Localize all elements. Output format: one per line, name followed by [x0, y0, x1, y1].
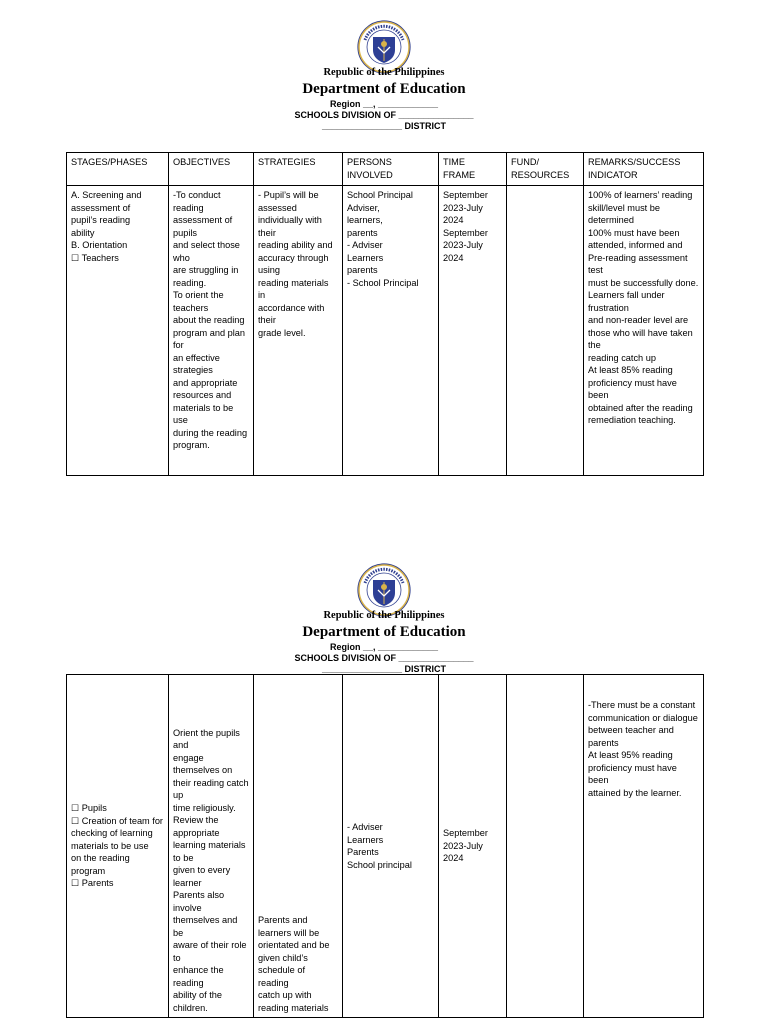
- header-time: TIME FRAME: [439, 153, 507, 186]
- plan-table-page2: [66, 674, 704, 1018]
- cell-stages: A. Screening and assessment of pupil’s reading ability B. Orientation ☐ Teachers: [67, 186, 169, 476]
- table-row: [67, 675, 704, 1018]
- header-fund: FUND/ RESOURCES: [507, 153, 584, 186]
- cell-persons: School Principal Adviser, learners, parents - Adviser Learners parents - School Principal: [343, 186, 439, 476]
- deped-seal: [357, 563, 411, 617]
- cell-time: September 2023-July 2024 September 2023-July 2024: [439, 186, 507, 476]
- header-strategies: STRATEGIES: [254, 153, 343, 186]
- header-stages: STAGES/PHASES: [67, 153, 169, 186]
- cell-remarks: 100% of learners’ reading skill/level must be determined 100% must have been attended, informed and Pre-reading assessment test must be successfully done. Learners fall under frustration and non-reader level are those who will have taken the reading catch up At least 85% reading proficiency must have been obtained after the reading remediation teaching.: [584, 186, 704, 476]
- header-remarks: REMARKS/SUCCESS INDICATOR: [584, 153, 704, 186]
- deped-seal: [357, 20, 411, 74]
- region-line: Region __, ____________: [329, 642, 439, 652]
- cell-strategies: - Pupil’s will be assessed individually with their reading ability and accuracy through using reading materials in accordance with their grade level.: [254, 186, 343, 476]
- cell-strategies: Parents and learners will be orientated and be given child’s schedule of reading catch up with reading materials: [254, 675, 343, 1018]
- header-objectives: OBJECTIVES: [169, 153, 254, 186]
- division-line: SCHOOLS DIVISION OF _______________: [294, 653, 474, 663]
- cell-stages: ☐ Pupils ☐ Creation of team for checking of learning materials to be use on the reading program ☐ Parents: [67, 675, 169, 1018]
- department-title: Department of Education: [302, 624, 466, 640]
- plan-table-page1: [66, 152, 704, 476]
- table-header-row: [67, 153, 704, 186]
- cell-fund: [507, 675, 584, 1018]
- region-line: Region __, ____________: [329, 99, 439, 109]
- district-line: ________________ DISTRICT: [321, 664, 447, 674]
- cell-time: September 2023-July 2024: [439, 675, 507, 1018]
- district-line: ________________ DISTRICT: [321, 121, 447, 131]
- department-title: Department of Education: [302, 81, 466, 97]
- cell-objectives: Orient the pupils and engage themselves on their reading catch up time religiously. Review the appropriate learning materials to be given to every learner Parents also involve themselves and be aware of their role to enhance the reading ability of the children.: [169, 675, 254, 1018]
- cell-fund: [507, 186, 584, 476]
- cell-remarks: -There must be a constant communication or dialogue between teacher and parents At least 95% reading proficiency must have been attained by the learner.: [584, 675, 704, 1018]
- division-line: SCHOOLS DIVISION OF _______________: [294, 110, 474, 120]
- republic-title: Republic of the Philippines: [323, 67, 445, 78]
- cell-objectives: -To conduct reading assessment of pupils and select those who are struggling in reading. To orient the teachers about the reading program and plan for an effective strategies and appropriate resources and materials to be use during the reading program.: [169, 186, 254, 476]
- header-persons: PERSONS INVOLVED: [343, 153, 439, 186]
- table-row: [67, 186, 704, 476]
- republic-title: Republic of the Philippines: [323, 610, 445, 621]
- cell-persons: - Adviser Learners Parents School principal: [343, 675, 439, 1018]
